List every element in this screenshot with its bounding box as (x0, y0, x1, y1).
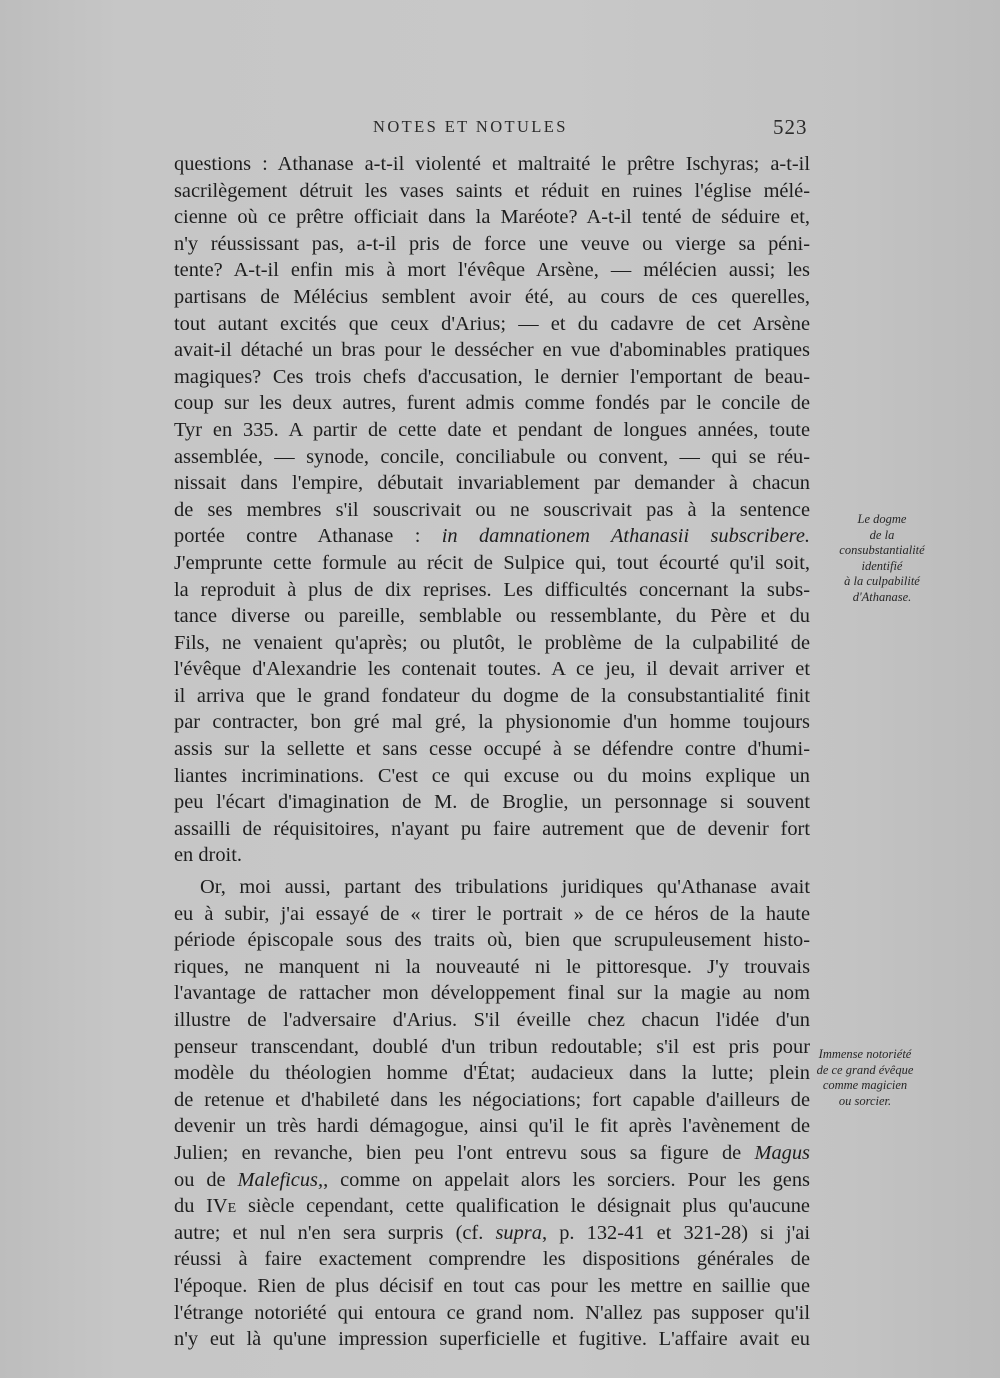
margin-note-consubstantiality (823, 512, 941, 606)
text-line: assis sur la sellette et sans cesse occupé à se défendre contre d'humi- (174, 738, 810, 761)
text-line: penseur transcendant, doublé d'un tribun redoutable; s'il est pris pour (174, 1035, 810, 1058)
text-line (174, 1193, 810, 1220)
margin-note-line: de ce grand évêque (816, 1062, 914, 1077)
margin-note-line: d'Athanase. (852, 589, 912, 604)
text-line: riques, ne manquent ni la nouveauté ni le pittoresque. J'y trouvais (174, 955, 810, 978)
text-line: l'étrange notoriété qui entoura ce grand nom. N'allez pas supposer qu'il (174, 1301, 810, 1324)
body-text (174, 151, 810, 1353)
text-line: modèle du théologien homme d'État; audacieux dans la lutte; plein (174, 1062, 810, 1085)
latin-quotation: in damnationem Athanasii subscribere. (441, 525, 810, 548)
margin-note-line: de la (869, 527, 895, 542)
text-line (174, 1167, 810, 1194)
margin-note-line: consubstantialité (839, 543, 925, 558)
text-line: peu l'écart d'imagination de M. de Broglie, un personnage si souvent (174, 791, 810, 814)
text-line: tout autant excités que ceux d'Arius; — et du cadavre de cet Arsène (174, 312, 810, 335)
text-fragment: autre; et nul n'en sera surpris (cf. (174, 1221, 496, 1244)
century-numeral: IVe (206, 1195, 237, 1218)
page-number: 523 (773, 115, 808, 139)
text-line: magiques? Ces trois chefs d'accusation, le dernier l'emportant de beau- (174, 365, 810, 388)
text-line: coup sur les deux autres, furent admis comme fondés par le concile de (174, 392, 810, 415)
margin-note-line: Le dogme (857, 512, 907, 526)
margin-note-line: Immense notoriété (818, 1047, 912, 1061)
text-fragment: , comme on appelait alors les sorciers. Pour les gens (323, 1168, 810, 1191)
text-line: assailli de réquisitoires, n'ayant pu faire autrement que de devenir fort (174, 817, 810, 840)
text-line: eu à subir, j'ai essayé de « tirer le portrait » de ce héros de la haute (174, 902, 810, 925)
text-line: par contracter, bon gré mal gré, la physionomie d'un homme toujours (174, 711, 810, 734)
text-line: partisans de Mélécius semblent avoir été, au cours de ces querelles, (174, 285, 810, 308)
text-line: avait-il détaché un bras pour le dessécher en vue d'abominables pratiques (174, 339, 810, 362)
latin-term-magus: Magus (754, 1141, 810, 1164)
text-fragment: Julien; en revanche, bien peu l'ont entrevu sous sa figure de (174, 1141, 755, 1164)
text-fragment: , p. 132-41 et 321-28) si j'ai (541, 1221, 810, 1244)
text-line (174, 523, 810, 550)
text-line: n'y réussissant pas, a-t-il pris de force une veuve ou vierge sa péni- (174, 232, 810, 255)
margin-note-notoriety (800, 1047, 930, 1109)
text-line: de ses membres s'il souscrivait ou ne souscrivait pas à la sentence (174, 498, 810, 521)
text-line: devenir un très hardi démagogue, ainsi qu'il le fit après l'avènement de (174, 1115, 810, 1138)
text-line: questions : Athanase a-t-il violenté et maltraité le prêtre Ischyras; a-t-il (174, 153, 810, 175)
text-line: tente? A-t-il enfin mis à mort l'évêque Arsène, — mélécien aussi; les (174, 259, 810, 282)
text-line: n'y eut là qu'une impression superficielle et fugitive. L'affaire avait eu (174, 1328, 810, 1351)
text-line: cienne où ce prêtre officiait dans la Maréote? A-t-il tenté de séduire et, (174, 206, 810, 229)
text-line (174, 1220, 810, 1247)
latin-term-maleficus: Maleficus, (237, 1168, 324, 1191)
margin-note-line: ou sorcier. (838, 1093, 892, 1108)
text-line: l'évêque d'Alexandrie les contenait toutes. A ce jeu, il devait arriver et (174, 658, 810, 681)
text-line: en droit. (174, 844, 242, 867)
text-fragment: portée contre Athanase : (174, 525, 442, 548)
text-line: illustre de l'adversaire d'Arius. S'il éveille chez chacun l'idée d'un (174, 1009, 810, 1031)
text-line: tance diverse ou pareille, semblable ou ressemblante, du Père et du (174, 605, 810, 628)
margin-note-line: à la culpabilité (844, 574, 920, 589)
text-fragment: du (174, 1195, 207, 1218)
text-line: la reproduit à plus de dix reprises. Les difficultés concernant la subs- (174, 578, 810, 601)
text-line: Tyr en 335. A partir de cette date et pendant de longues années, toute (174, 418, 810, 441)
text-line (174, 1140, 810, 1167)
text-line: réussi à faire exactement comprendre les dispositions générales de (174, 1248, 810, 1271)
margin-note-line: comme magicien (822, 1078, 908, 1093)
text-line: l'avantage de rattacher mon développement final sur la magie au nom (174, 982, 810, 1005)
text-line: l'époque. Rien de plus décisif en tout cas pour les mettre en saillie que (174, 1274, 810, 1297)
text-line: liantes incriminations. C'est ce qui excuse ou du moins explique un (174, 764, 810, 787)
text-fragment: ou de (174, 1168, 238, 1191)
text-line: nissait dans l'empire, débutait invariablement par demander à chacun (174, 472, 810, 495)
text-line: il arriva que le grand fondateur du dogme de la consubstantialité finit (174, 684, 810, 707)
text-line: sacrilègement détruit les vases saints et réduit en ruines l'église mélé- (174, 179, 810, 202)
text-line: J'emprunte cette formule au récit de Sulpice qui, tout écourté qu'il soit, (174, 551, 810, 574)
text-line: période épiscopale sous des traits où, bien que scrupuleusement histo- (174, 929, 810, 952)
text-fragment: siècle cependant, cette qualification le désignait plus qu'aucune (236, 1195, 810, 1218)
supra-reference: supra (495, 1221, 542, 1244)
text-line: Or, moi aussi, partant des tribulations juridiques qu'Athanase avait (200, 876, 810, 899)
text-line: assemblée, — synode, concile, conciliabule ou convent, — qui se réu- (174, 445, 810, 468)
margin-note-line: identifié (861, 558, 903, 573)
text-line: Fils, ne venaient qu'après; ou plutôt, le problème de la culpabilité de (174, 631, 810, 654)
text-line: de retenue et d'habileté dans les négociations; fort capable d'ailleurs de (174, 1088, 810, 1111)
running-title: NOTES ET NOTULES (373, 117, 568, 136)
